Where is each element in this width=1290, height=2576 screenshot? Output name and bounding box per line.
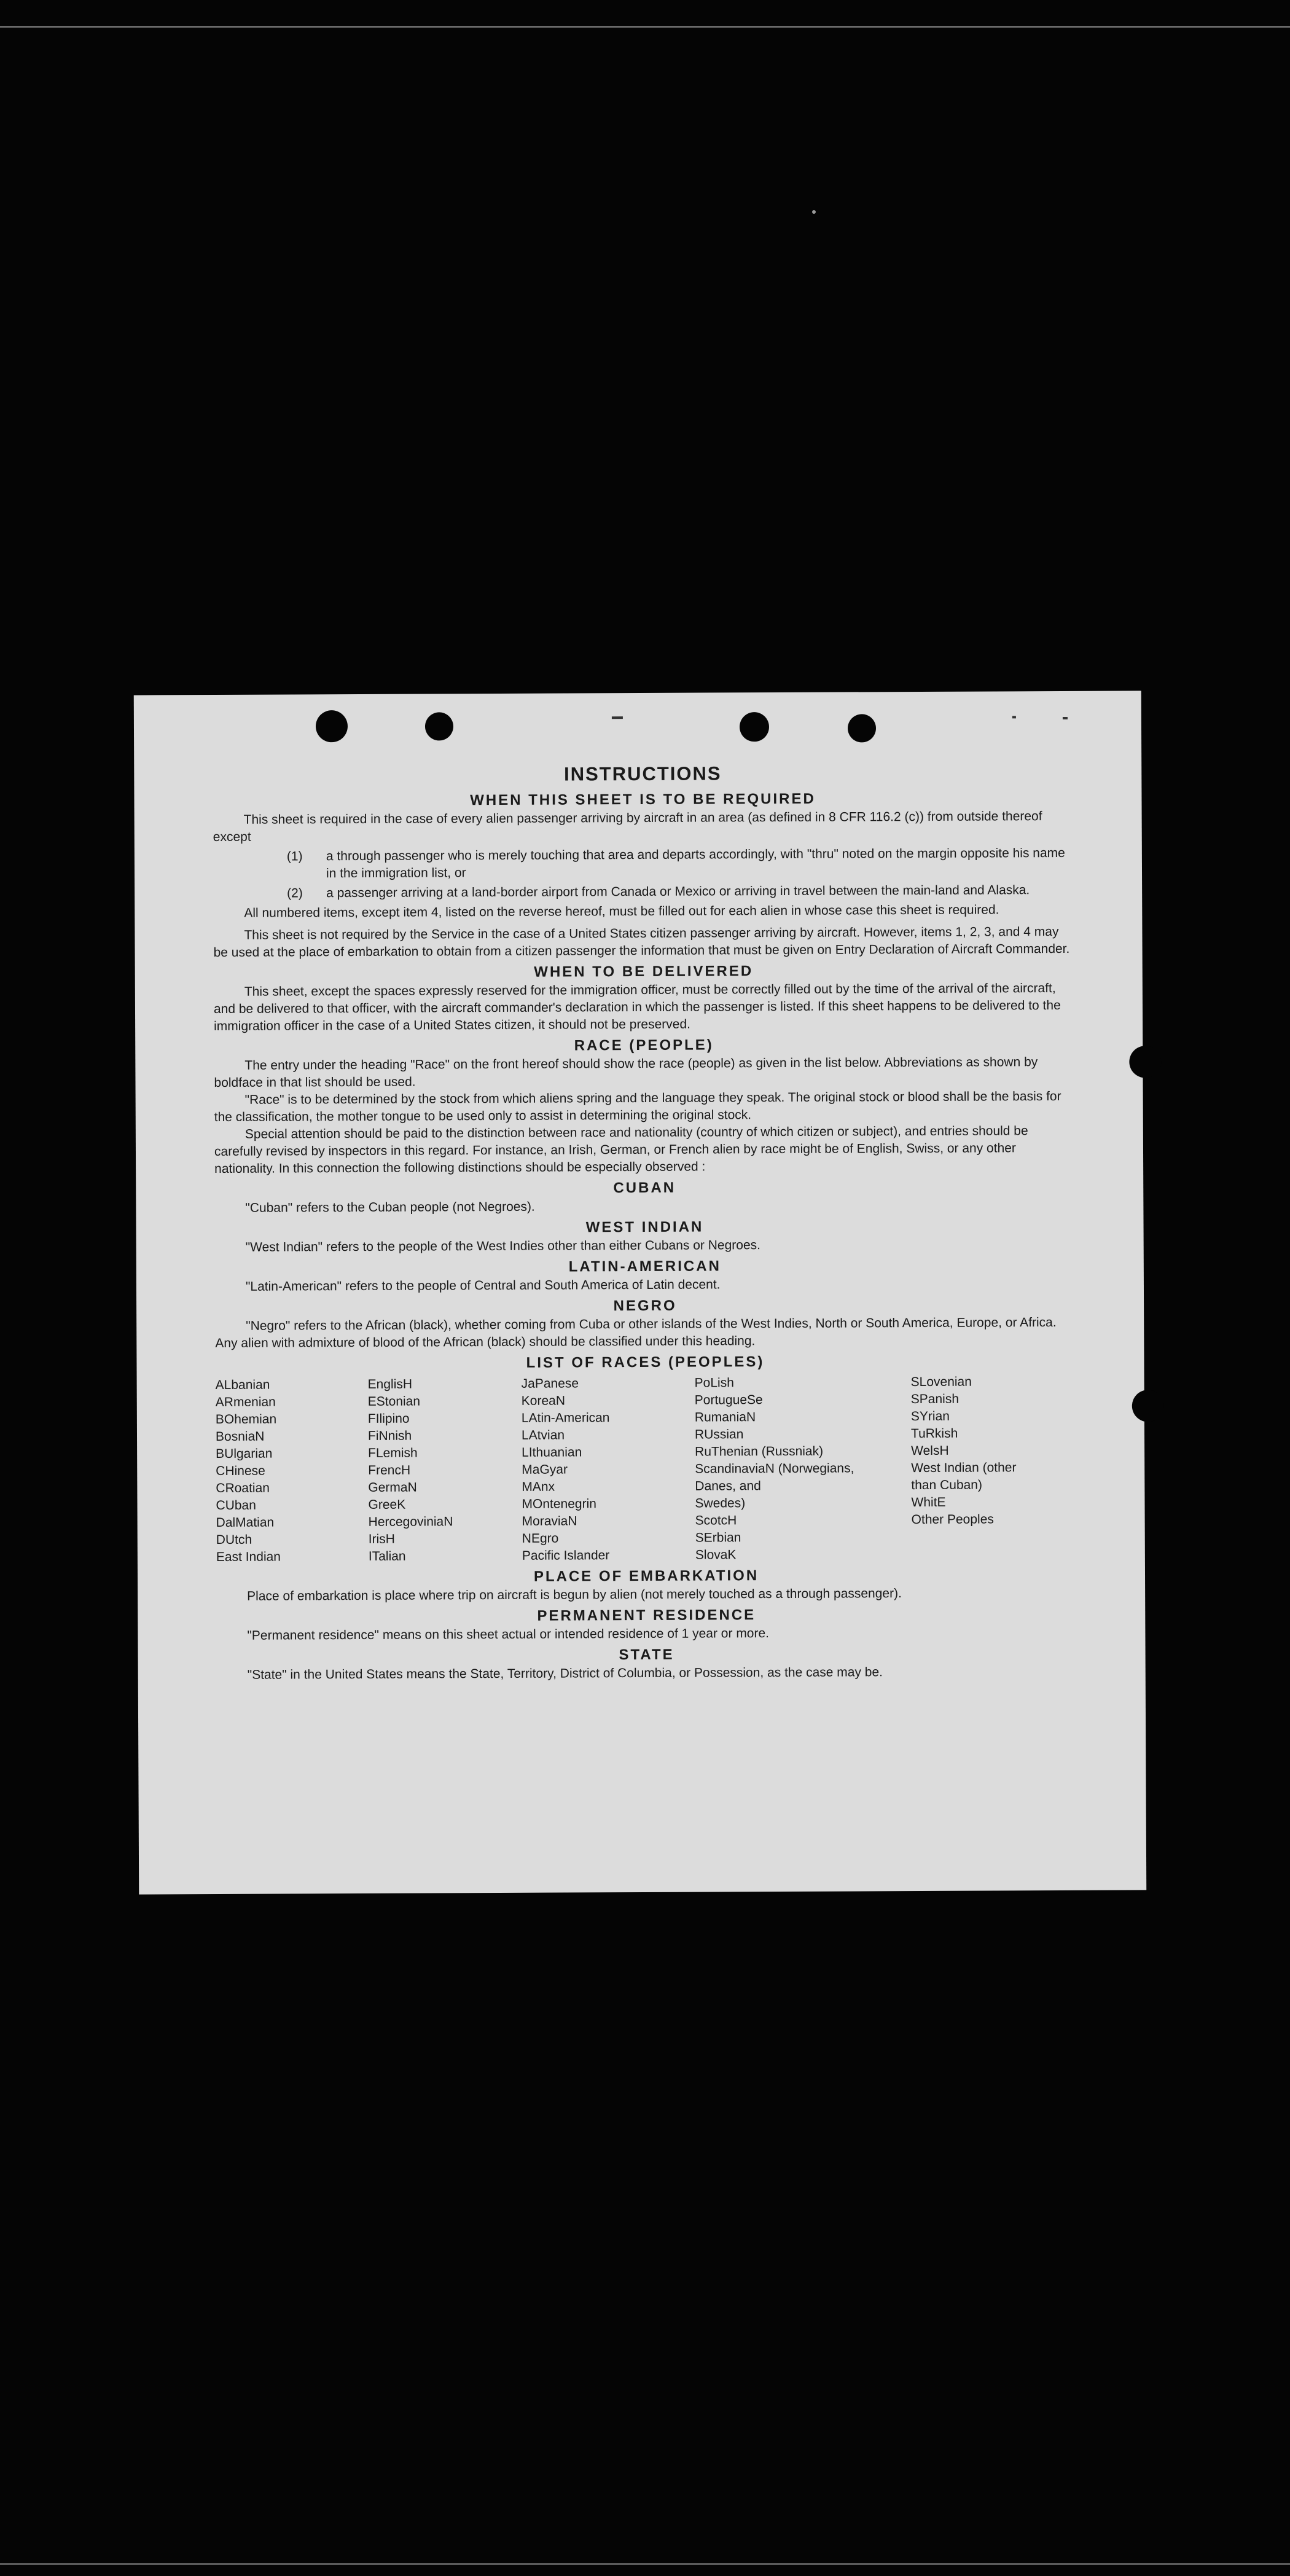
- race-entry: EStonian: [367, 1394, 421, 1409]
- heading-permanent-residence: PERMANENT RESIDENCE: [537, 1607, 756, 1624]
- race-entry: ARmenian: [215, 1395, 276, 1410]
- paragraph-race-nationality: Special attention should be paid to the distinction between race and nationality (country of which citizen or subject), and entries should be carefully revised by inspectors in this regard. For instance, an Irish, German, or French alien by race might be of English, Swiss, or any other nationality. In this connection the following distinctions should be especially observed :: [214, 1124, 1028, 1176]
- race-entry: FIlipino: [367, 1411, 410, 1426]
- exception-item: [287, 882, 1073, 902]
- race-entry: FLemish: [368, 1446, 418, 1460]
- heading-state: STATE: [619, 1646, 674, 1664]
- item-number: (2): [287, 886, 303, 901]
- page-title: INSTRUCTIONS: [563, 762, 722, 785]
- race-entry: WhitE: [911, 1495, 946, 1510]
- race-entry: JaPanese: [521, 1376, 579, 1391]
- paragraph-when-required-intro: This sheet is required in the case of every alien passenger arriving by aircraft in an area (as defined in 8 CFR 116.2 (c)) from outside thereof except: [213, 809, 1042, 845]
- race-entry: WelsH: [911, 1443, 949, 1458]
- paragraph-citizen-passenger: This sheet is not required by the Service in the case of a United States citizen passenger arriving by aircraft. However, items 1, 2, 3, and 4 may be used at the place of embarkation to obtain from a citizen passenger the information that must be given on Entry Declaration of Aircraft Commander.: [213, 925, 1070, 960]
- punch-hole: [1132, 1390, 1164, 1422]
- paragraph-permanent-residence: "Permanent residence" means on this sheet actual or intended residence of 1 year or more.: [247, 1626, 770, 1643]
- race-entry: MOntenegrin: [522, 1497, 596, 1511]
- punch-hole: [1129, 1046, 1161, 1078]
- heading-west-indian: WEST INDIAN: [585, 1218, 704, 1236]
- race-entry: FrencH: [368, 1463, 411, 1478]
- race-column: [911, 1373, 1076, 1563]
- heading-cuban: CUBAN: [613, 1179, 676, 1197]
- paragraph-west-indian: "West Indian" refers to the people of the West Indies other than either Cubans or Negroes.: [245, 1238, 760, 1255]
- race-entry: LAtin-American: [521, 1411, 610, 1425]
- dust-speck: [812, 210, 816, 214]
- heading-latin-american: LATIN-AMERICAN: [568, 1258, 721, 1275]
- race-entry: PoLish: [694, 1376, 734, 1390]
- heading-negro: NEGRO: [613, 1297, 677, 1315]
- race-entry: CRoatian: [216, 1481, 270, 1496]
- race-entry: ITalian: [368, 1549, 406, 1564]
- paragraph-when-delivered: This sheet, except the spaces expressly reserved for the immigration officer, must be correctly filled out by the time of the arrival of the aircraft, and be delivered to that officer, with the aircraft commander's declaration in which the passenger is listed. If this sheet happens to be delivered to the immigration officer in the case of a United States citizen, it should not be preserved.: [213, 981, 1061, 1034]
- scan-mark: [1063, 717, 1068, 719]
- race-entry: Other Peoples: [911, 1512, 994, 1527]
- race-entry: Danes, and: [695, 1479, 761, 1494]
- punch-hole: [316, 710, 348, 742]
- punch-hole: [740, 712, 769, 742]
- item-text: a through passenger who is merely touching that area and departs accordingly, with "thru" noted on the margin opposite his name in the immigration list, or: [326, 845, 1065, 881]
- paragraph-numbered-items: All numbered items, except item 4, listed on the reverse hereof, must be filled out for each alien in whose case this sheet is required.: [244, 902, 999, 920]
- race-entry: DUtch: [216, 1532, 252, 1548]
- race-entry: KoreaN: [521, 1393, 566, 1408]
- instructions-content: [213, 764, 1076, 1684]
- race-entry: GreeK: [368, 1497, 406, 1512]
- race-entry: CHinese: [216, 1463, 265, 1479]
- bottom-border-line: [0, 2563, 1290, 2565]
- race-entry: SLovenian: [910, 1374, 972, 1390]
- race-entry: ScotcH: [695, 1513, 737, 1528]
- paragraph-latin-american: "Latin-American" refers to the people of Central and South America of Latin decent.: [245, 1277, 721, 1294]
- race-entry: PortugueSe: [694, 1393, 763, 1407]
- exception-item: [287, 845, 1073, 883]
- race-entry: BosniaN: [215, 1429, 265, 1444]
- race-entry: BOhemian: [215, 1412, 277, 1427]
- race-entry: FiNnish: [367, 1428, 412, 1443]
- race-entry: Pacific Islander: [522, 1548, 610, 1563]
- race-entry: LAtvian: [521, 1428, 565, 1443]
- race-entry: HercegoviniaN: [368, 1514, 453, 1529]
- paragraph-negro: "Negro" refers to the African (black), whether coming from Cuba or other islands of the West Indies, North or South America, Europe, or Africa. Any alien with admixture of blood of the African (black) should be classified under this heading.: [215, 1315, 1057, 1351]
- race-entry: than Cuban): [911, 1478, 983, 1493]
- race-entry: DalMatian: [216, 1515, 275, 1530]
- item-number: (1): [286, 849, 303, 864]
- item-text: a passenger arriving at a land-border airport from Canada or Mexico or arriving in travel between the main-land and Alaska.: [326, 883, 1030, 901]
- race-entry: IrisH: [368, 1532, 395, 1546]
- top-border-line: [0, 26, 1290, 28]
- race-column: [695, 1374, 912, 1564]
- heading-when-delivered: WHEN TO BE DELIVERED: [534, 963, 754, 981]
- instruction-sheet: [134, 691, 1147, 1894]
- heading-race: RACE (PEOPLE): [574, 1036, 714, 1054]
- race-entry: SPanish: [910, 1392, 960, 1407]
- race-entry: MAnx: [522, 1479, 555, 1494]
- race-column: [216, 1376, 369, 1566]
- race-entry: LIthuanian: [522, 1445, 582, 1460]
- race-entry: RuThenian (Russniak): [695, 1444, 824, 1459]
- race-entry: TuRkish: [910, 1426, 958, 1441]
- paragraph-embarkation: Place of embarkation is place where trip on aircraft is begun by alien (not merely touched as a through passenger).: [247, 1586, 902, 1603]
- race-entry: ScandinaviaN (Norwegians,: [695, 1461, 854, 1476]
- race-entry: SlovaK: [695, 1548, 737, 1562]
- race-column: [368, 1376, 522, 1565]
- race-entry: Swedes): [695, 1496, 746, 1511]
- race-entry: West Indian (other: [911, 1460, 1017, 1476]
- race-entry: SYrian: [910, 1409, 950, 1424]
- race-entry: East Indian: [216, 1549, 281, 1565]
- race-column: [522, 1375, 695, 1565]
- race-entry: ALbanian: [215, 1377, 270, 1393]
- race-entry: BUlgarian: [216, 1446, 273, 1462]
- race-entry: GermaN: [368, 1480, 417, 1495]
- paragraph-race-entry: The entry under the heading "Race" on the front hereof should show the race (people) as given in the list below. Abbreviations as shown by boldface in that list should be used.: [214, 1055, 1038, 1090]
- heading-when-required: WHEN THIS SHEET IS TO BE REQUIRED: [470, 790, 816, 809]
- race-entry: MoraviaN: [522, 1514, 577, 1529]
- punch-hole: [425, 712, 453, 740]
- scan-mark: [612, 716, 623, 719]
- paragraph-state: "State" in the United States means the State, Territory, District of Columbia, or Possession, as the case may be.: [247, 1665, 883, 1682]
- race-list: [216, 1373, 1076, 1566]
- heading-embarkation: PLACE OF EMBARKATION: [533, 1567, 759, 1585]
- race-entry: MaGyar: [522, 1462, 568, 1477]
- race-entry: EnglisH: [367, 1377, 413, 1392]
- race-entry: RumaniaN: [694, 1410, 756, 1425]
- race-entry: RUssian: [694, 1427, 744, 1442]
- race-entry: SErbian: [695, 1530, 741, 1545]
- punch-hole: [848, 714, 876, 742]
- race-entry: NEgro: [522, 1531, 559, 1546]
- scan-mark: [1012, 716, 1016, 718]
- paragraph-cuban: "Cuban" refers to the Cuban people (not Negroes).: [245, 1199, 535, 1215]
- race-entry: CUban: [216, 1498, 256, 1513]
- heading-list-of-races: LIST OF RACES (PEOPLES): [526, 1353, 765, 1371]
- paragraph-race-stock: "Race" is to be determined by the stock from which aliens spring and the language they speak. The original stock or blood shall be the basis for the classification, the mother tongue to be used only to assist in determining the original stock.: [214, 1089, 1061, 1125]
